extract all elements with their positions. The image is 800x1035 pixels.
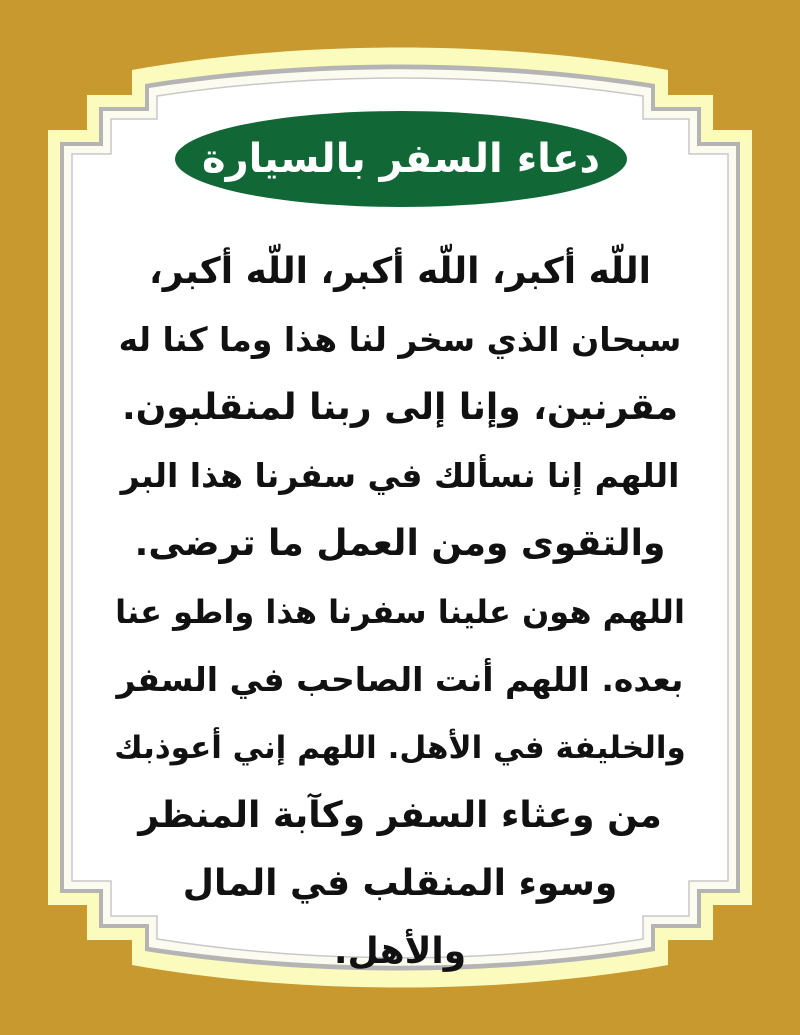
text-line: اللهم هون علينا سفرنا هذا واطو عنا — [115, 593, 685, 631]
supplication-text — [110, 238, 690, 986]
text-line: بعده. اللهم أنت الصاحب في السفر — [116, 660, 684, 699]
text-line: والخليفة في الأهل. اللهم إني أعوذبك — [114, 730, 686, 766]
text-line: من وعثاء السفر وكآبة المنظر — [138, 795, 662, 836]
text-line: مقرنين، وإنا إلى ربنا لمنقلبون. — [121, 387, 679, 428]
page-title: دعاء السفر بالسيارة — [201, 136, 601, 182]
text-line: اللّه أكبر، اللّه أكبر، اللّه أكبر، — [149, 251, 651, 292]
text-line: سبحان الذي سخر لنا هذا وما كنا له — [118, 320, 682, 359]
text-line: اللهم إنا نسألك في سفرنا هذا البر — [120, 456, 680, 495]
title-banner — [175, 111, 627, 207]
text-line: والأهل. — [333, 931, 467, 972]
text-line: وسوء المنقلب في المال — [182, 863, 618, 904]
text-line: والتقوى ومن العمل ما ترضى. — [134, 523, 666, 564]
